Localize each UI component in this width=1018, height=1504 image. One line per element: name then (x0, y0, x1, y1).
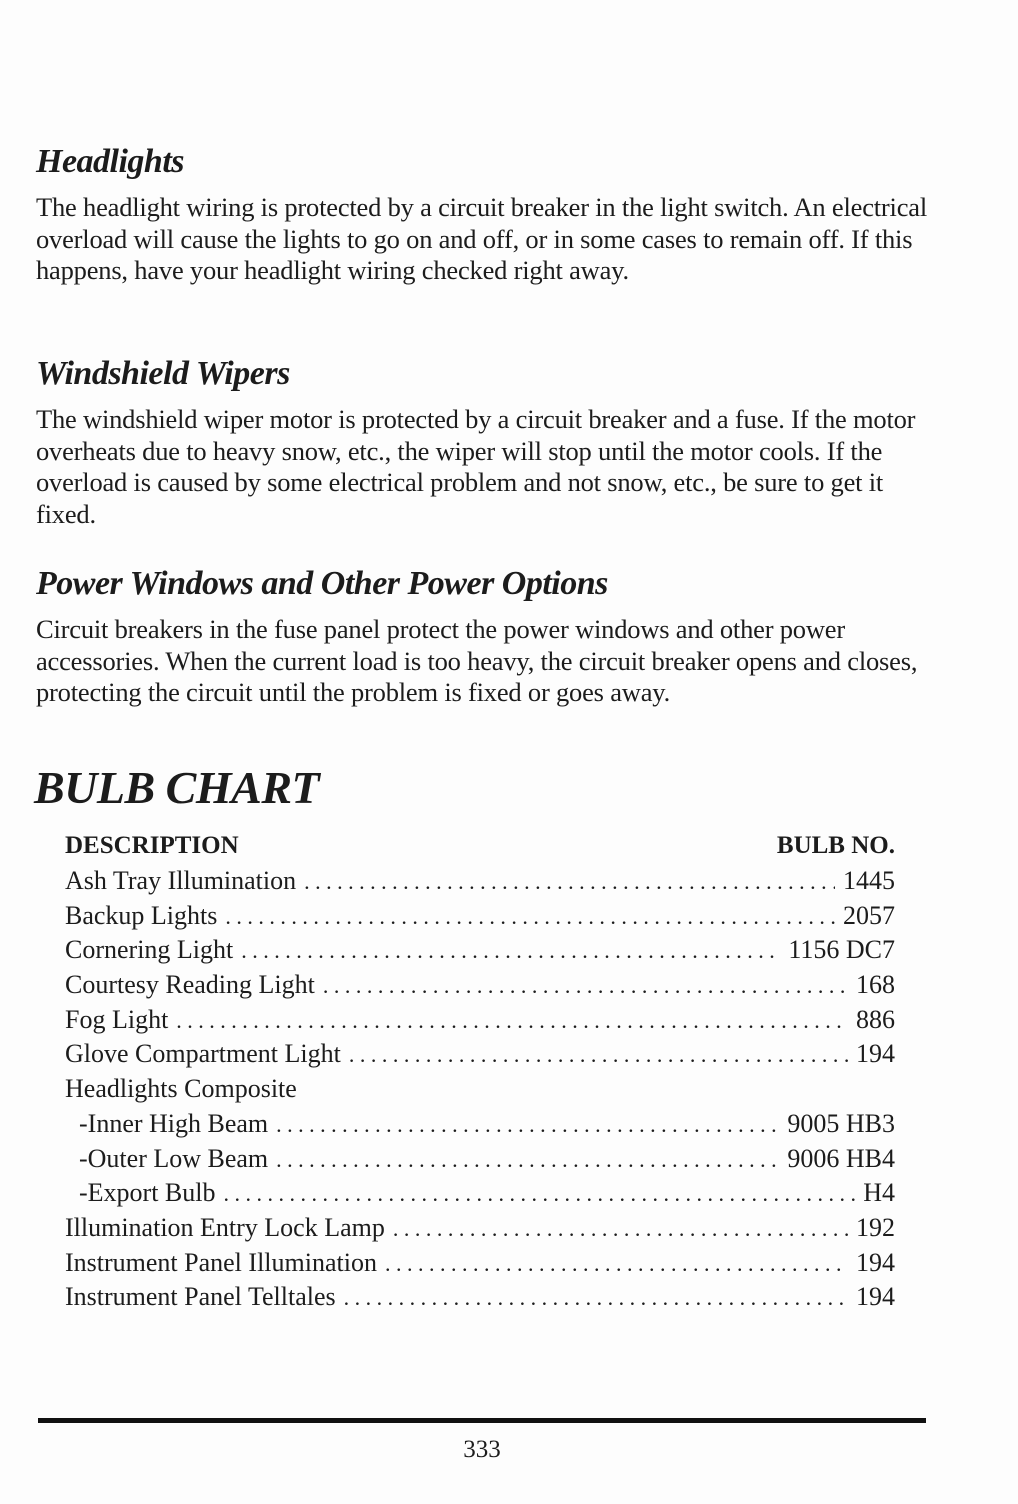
dot-leader (276, 1108, 779, 1143)
dot-leader (393, 1212, 848, 1247)
section-headlights (36, 142, 936, 287)
table-row (65, 899, 895, 934)
table-row (65, 1176, 895, 1211)
table-row (65, 1072, 895, 1107)
bulb-number: 886 (856, 1004, 895, 1034)
bulb-chart-header (65, 828, 895, 864)
bulb-number: 2057 (843, 900, 895, 930)
bulb-chart-rows (65, 864, 895, 1315)
dot-leader (176, 1004, 848, 1039)
bulb-description: Instrument Panel Illumination (65, 1247, 377, 1277)
dot-leader (276, 1143, 779, 1178)
table-row (65, 933, 895, 968)
section-windshield-wipers (36, 354, 936, 530)
bulb-description: Instrument Panel Telltales (65, 1282, 336, 1312)
bulb-description: Illumination Entry Lock Lamp (65, 1212, 385, 1242)
bulb-number: 9005 HB3 (787, 1108, 895, 1138)
table-row (65, 968, 895, 1003)
table-row (65, 1280, 895, 1315)
bulb-number: 1156 DC7 (788, 935, 895, 965)
section-heading: Headlights (36, 143, 185, 180)
section-body: The windshield wiper motor is protected by a circuit breaker and a fuse. If the motor overheats due to heavy snow, etc., the wiper will stop until the motor cools. If the overload is caused by some electrical problem and not snow, etc., be sure to get it fixed. (36, 404, 916, 529)
bulb-chart-title: BULB CHART (34, 762, 320, 813)
bulb-number: H4 (863, 1178, 895, 1208)
dot-leader (323, 969, 848, 1004)
bulb-description: -Outer Low Beam (79, 1143, 269, 1173)
column-header-bulb-no: BULB NO. (776, 832, 895, 859)
bulb-description: Courtesy Reading Light (65, 970, 315, 1000)
table-row (65, 1211, 895, 1246)
dot-leader (304, 865, 835, 900)
section-body: The headlight wiring is protected by a circuit breaker in the light switch. An electrical overload will cause the lights to go on and off, or in some cases to remain off. If this happens, have your headlight wiring checked right away. (36, 192, 927, 285)
table-row (65, 1003, 895, 1038)
table-row (65, 1142, 895, 1177)
page-number: 333 (463, 1436, 501, 1463)
dot-leader (225, 900, 835, 935)
bulb-description: Cornering Light (65, 935, 234, 965)
table-row (65, 1246, 895, 1281)
dot-leader (349, 1038, 848, 1073)
dot-leader (241, 934, 780, 969)
bulb-chart-table (65, 828, 895, 1315)
bulb-description: Ash Tray Illumination (65, 866, 297, 895)
bulb-description: -Export Bulb (79, 1178, 216, 1208)
table-row (65, 1107, 895, 1142)
bulb-description: Backup Lights (65, 900, 218, 930)
bulb-number: 1445 (843, 866, 895, 895)
dot-leader (344, 1281, 848, 1316)
bulb-description: Glove Compartment Light (65, 1039, 341, 1069)
table-row (65, 1037, 895, 1072)
bulb-number: 194 (856, 1282, 895, 1312)
table-row (65, 864, 895, 899)
bulb-number: 192 (856, 1212, 895, 1242)
footer-divider (38, 1418, 926, 1423)
bulb-description: Headlights Composite (65, 1074, 297, 1104)
bulb-number: 194 (856, 1039, 895, 1069)
section-power-windows (36, 564, 936, 709)
section-heading: Power Windows and Other Power Options (36, 565, 608, 602)
bulb-number: 194 (856, 1247, 895, 1277)
bulb-number: 9006 HB4 (787, 1143, 895, 1173)
bulb-number: 168 (856, 970, 895, 1000)
column-header-description: DESCRIPTION (65, 832, 239, 859)
section-body: Circuit breakers in the fuse panel protect the power windows and other power accessories. When the current load is too heavy, the circuit breaker opens and closes, protecting the circuit until the problem is fixed or goes away. (36, 614, 918, 707)
bulb-description: -Inner High Beam (79, 1108, 269, 1138)
bulb-description: Fog Light (65, 1004, 169, 1034)
dot-leader (385, 1247, 848, 1282)
section-heading: Windshield Wipers (36, 355, 290, 392)
dot-leader (224, 1177, 856, 1212)
